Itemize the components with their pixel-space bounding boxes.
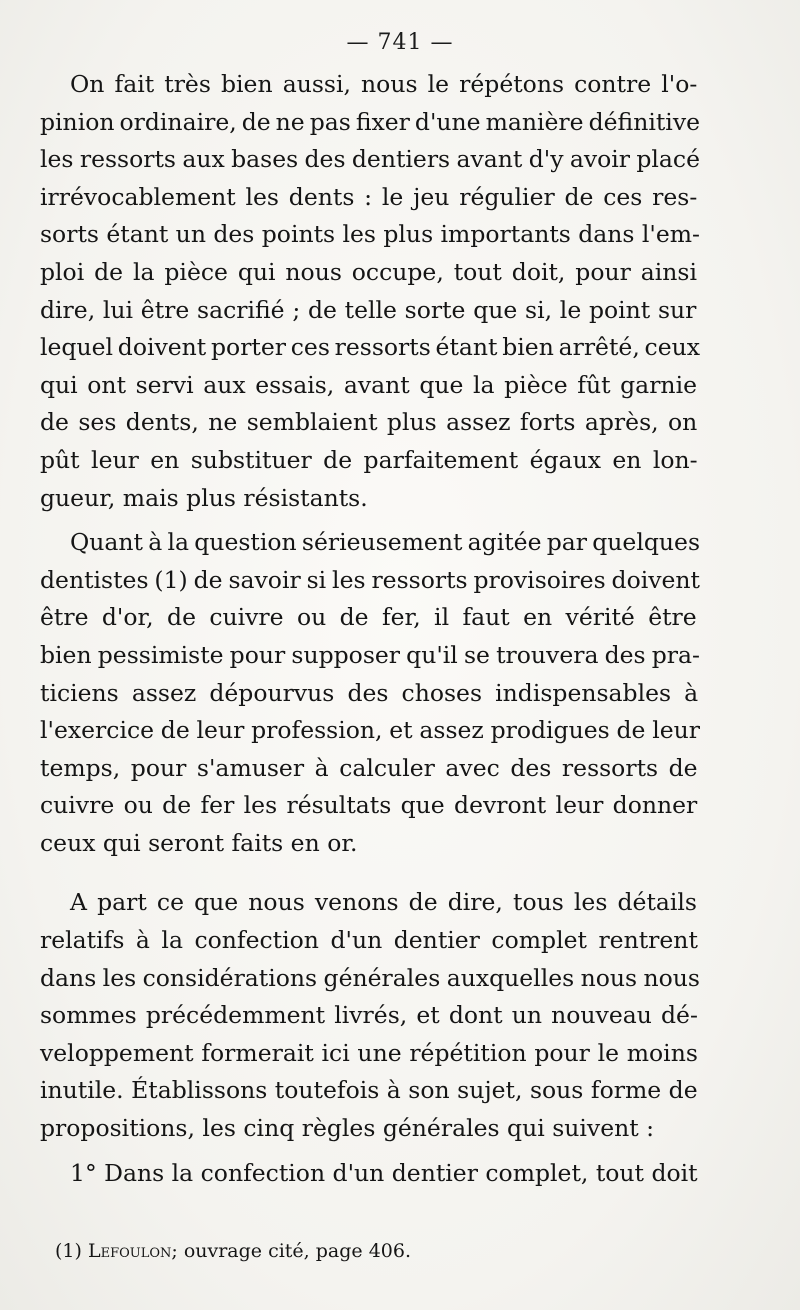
text-line: pût leur en substituer de parfaitement égaux en lon-: [40, 445, 698, 474]
text-line: bien pessimiste pour supposer qu'il se trouvera des pra-: [40, 640, 700, 669]
text-line: relatifs à la confection d'un dentier complet rentrent: [40, 926, 698, 955]
text-line: dire, lui être sacrifié ; de telle sorte que si, le point sur: [40, 295, 697, 324]
text-line: propositions, les cinq règles générales qui suivent :: [40, 1114, 655, 1143]
text-line: dentistes (1) de savoir si les ressorts provisoires doivent: [40, 565, 700, 594]
text-line: les ressorts aux bases des dentiers avant d'y avoir placé: [40, 145, 700, 174]
text-line: Quant à la question sérieusement agitée par quelques: [70, 528, 700, 557]
text-line: sorts étant un des points les plus importants dans l'em-: [40, 220, 700, 249]
paragraph-2: [40, 524, 700, 862]
text-line: 1° Dans la confection d'un dentier complet, tout doit: [70, 1158, 698, 1187]
text-line: temps, pour s'amuser à calculer avec des ressorts de: [40, 753, 698, 782]
footnote: [55, 1240, 735, 1262]
text-line: inutile. Établissons toutefois à son sujet, sous forme de: [40, 1076, 698, 1105]
text-line: ceux qui seront faits en or.: [40, 828, 358, 857]
text-line: A part ce que nous venons de dire, tous les détails: [70, 888, 697, 917]
text-line: gueur, mais plus résistants.: [40, 483, 368, 512]
text-line: pinion ordinaire, de ne pas fixer d'une manière définitive: [40, 107, 700, 136]
text-line: qui ont servi aux essais, avant que la pièce fût garnie: [40, 370, 697, 399]
text-line: cuivre ou de fer les résultats que devront leur donner: [40, 791, 698, 820]
footnote-marker: (1): [55, 1240, 82, 1262]
text-line: On fait très bien aussi, nous le répétons contre l'o-: [70, 70, 698, 98]
paragraph-3: [40, 884, 700, 1147]
text-line: dans les considérations générales auxquelles nous nous: [40, 963, 700, 992]
footnote-text: ; ouvrage cité, page 406.: [171, 1240, 411, 1262]
text-line: sommes précédemment livrés, et dont un nouveau dé-: [40, 1001, 698, 1030]
text-line: ploi de la pièce qui nous occupe, tout doit, pour ainsi: [40, 257, 697, 286]
text-line: lequel doivent porter ces ressorts étant bien arrêté, ceux: [40, 333, 700, 362]
paragraph-1: [40, 66, 700, 517]
body-text: [40, 66, 700, 1199]
text-line: ticiens assez dépourvus des choses indispensables à: [40, 678, 699, 707]
text-line: de ses dents, ne semblaient plus assez forts après, on: [40, 408, 698, 437]
footnote-author: Lefoulon: [87, 1240, 172, 1262]
text-line: irrévocablement les dents : le jeu régulier de ces res-: [40, 182, 698, 211]
text-line: être d'or, de cuivre ou de fer, il faut en vérité être: [40, 603, 697, 632]
text-line: veloppement formerait ici une répétition pour le moins: [40, 1038, 698, 1067]
paragraph-4: [40, 1155, 700, 1193]
text-line: l'exercice de leur profession, et assez prodigues de leur: [40, 716, 700, 745]
page-number: — 741 —: [346, 30, 454, 55]
